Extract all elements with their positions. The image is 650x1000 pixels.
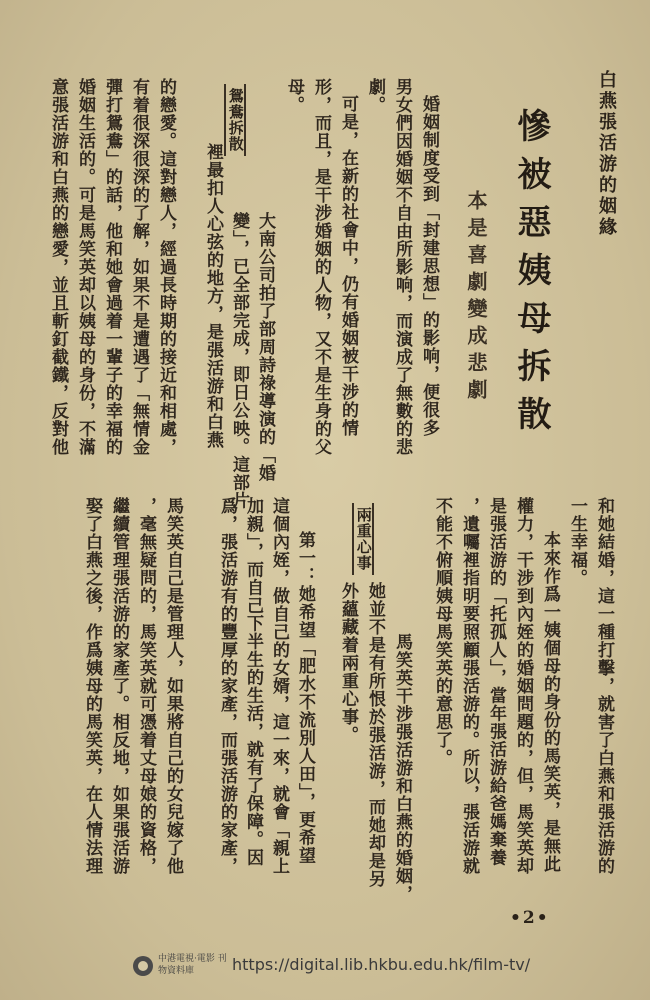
archive-logo-icon <box>133 956 153 976</box>
section-heading: 兩重心事 <box>352 503 374 575</box>
paragraph-line: 馬笑英自己是管理人，如果將自己的女兒嫁了他 <box>163 497 183 875</box>
paragraph-line: 形，而且，是干涉婚姻的人物，又不是生身的父 <box>311 78 331 456</box>
paragraph-line: 外蘊藏着兩重心事。 <box>338 582 358 744</box>
series-title: 白燕張活游的姻緣 <box>596 70 617 238</box>
paragraph-line: 權力，干涉到內姪的婚姻問題的，但，馬笑英却 <box>513 497 533 875</box>
paragraph-line: 娶了白燕之後，作爲姨母的馬笑英，在人情法理 <box>82 497 102 875</box>
paragraph-line: 裡最扣人心弦的地方，是張活游和白燕 <box>203 143 223 449</box>
page-number: •2• <box>510 908 550 928</box>
paragraph-line: 第一：她希望「肥水不流別人田」，更希望 <box>295 531 315 865</box>
paragraph-line: 可是，在新的社會中，仍有婚姻被干涉的情 <box>338 95 358 437</box>
paragraph-line: 馬笑英干涉張活游和白燕的婚姻， <box>392 633 412 903</box>
paragraph-line: ，遺囑裡指明要照顧張活游的。所以，張活游就 <box>459 497 479 875</box>
paragraph-line: 母。 <box>284 78 304 114</box>
intro-line: 男女們因婚姻不自由所影响，而演成了無數的悲 <box>392 78 412 456</box>
article-title: 慘被惡姨母拆散 <box>511 108 551 444</box>
archive-url[interactable]: https://digital.lib.hkbu.edu.hk/film-tv/ <box>232 955 531 974</box>
paragraph-line: 繼續管理張活游的家產了。相反地，如果張活游 <box>109 497 129 875</box>
paragraph-line: 是張活游的「托孤人」，當年張活游給爸媽棄養 <box>486 497 506 867</box>
paragraph-line: 有着很深很深的了解，如果不是遭遇了「無情金 <box>129 78 149 456</box>
paragraph-line: 本來作爲一姨個母的身份的馬笑英，是無此 <box>540 531 560 873</box>
intro-line: 婚姻制度受到「封建思想」的影响，便很多 <box>419 95 439 437</box>
paragraph-line: 和她結婚，這一種打擊，就害了白燕和張活游的 <box>594 497 614 875</box>
paragraph-line: 一生幸福。 <box>567 497 587 587</box>
paragraph-line: 加親」，而自己下半生的生活，就有了保障。因 <box>243 497 263 867</box>
paragraph-line: 變」，已全部完成，即日公映。這部片 <box>229 212 249 510</box>
paragraph-line: 大南公司拍了部周詩祿導演的「婚 <box>255 212 275 482</box>
paragraph-line: 的戀愛。這對戀人，經過長時期的接近和相處， <box>156 78 176 456</box>
archive-name: 中港電視‧電影 刊物資料庫 <box>158 954 227 976</box>
paragraph-line: 爲，張活游有的豐厚的家產，而張活游的家產， <box>217 497 237 875</box>
paragraph-line: ，毫無疑問的，馬笑英就可憑着丈母娘的資格， <box>136 497 156 875</box>
paragraph-line: 不能不俯順姨母馬笑英的意思了。 <box>432 497 452 767</box>
paragraph-line: 這個內姪，做自己的女婿，這一來，就會「親上 <box>269 497 289 875</box>
paragraph-line: 彈打鴛鴦」的話，他和她會過着一輩子的幸福的 <box>102 78 122 456</box>
section-heading: 鴛鴦拆散 <box>224 84 246 156</box>
paragraph-line: 她並不是有所恨於張活游，而她却是另 <box>365 582 385 888</box>
archive-footer <box>0 944 650 994</box>
article-subtitle: 本是喜劇變成悲劇 <box>464 190 488 406</box>
intro-line: 劇。 <box>365 78 385 114</box>
paragraph-line: 意張活游和白燕的戀愛，並且斬釘截鐵，反對他 <box>48 78 68 456</box>
paragraph-line: 婚姻生活的。可是馬笑英却以姨母的身份，不滿 <box>75 78 95 456</box>
